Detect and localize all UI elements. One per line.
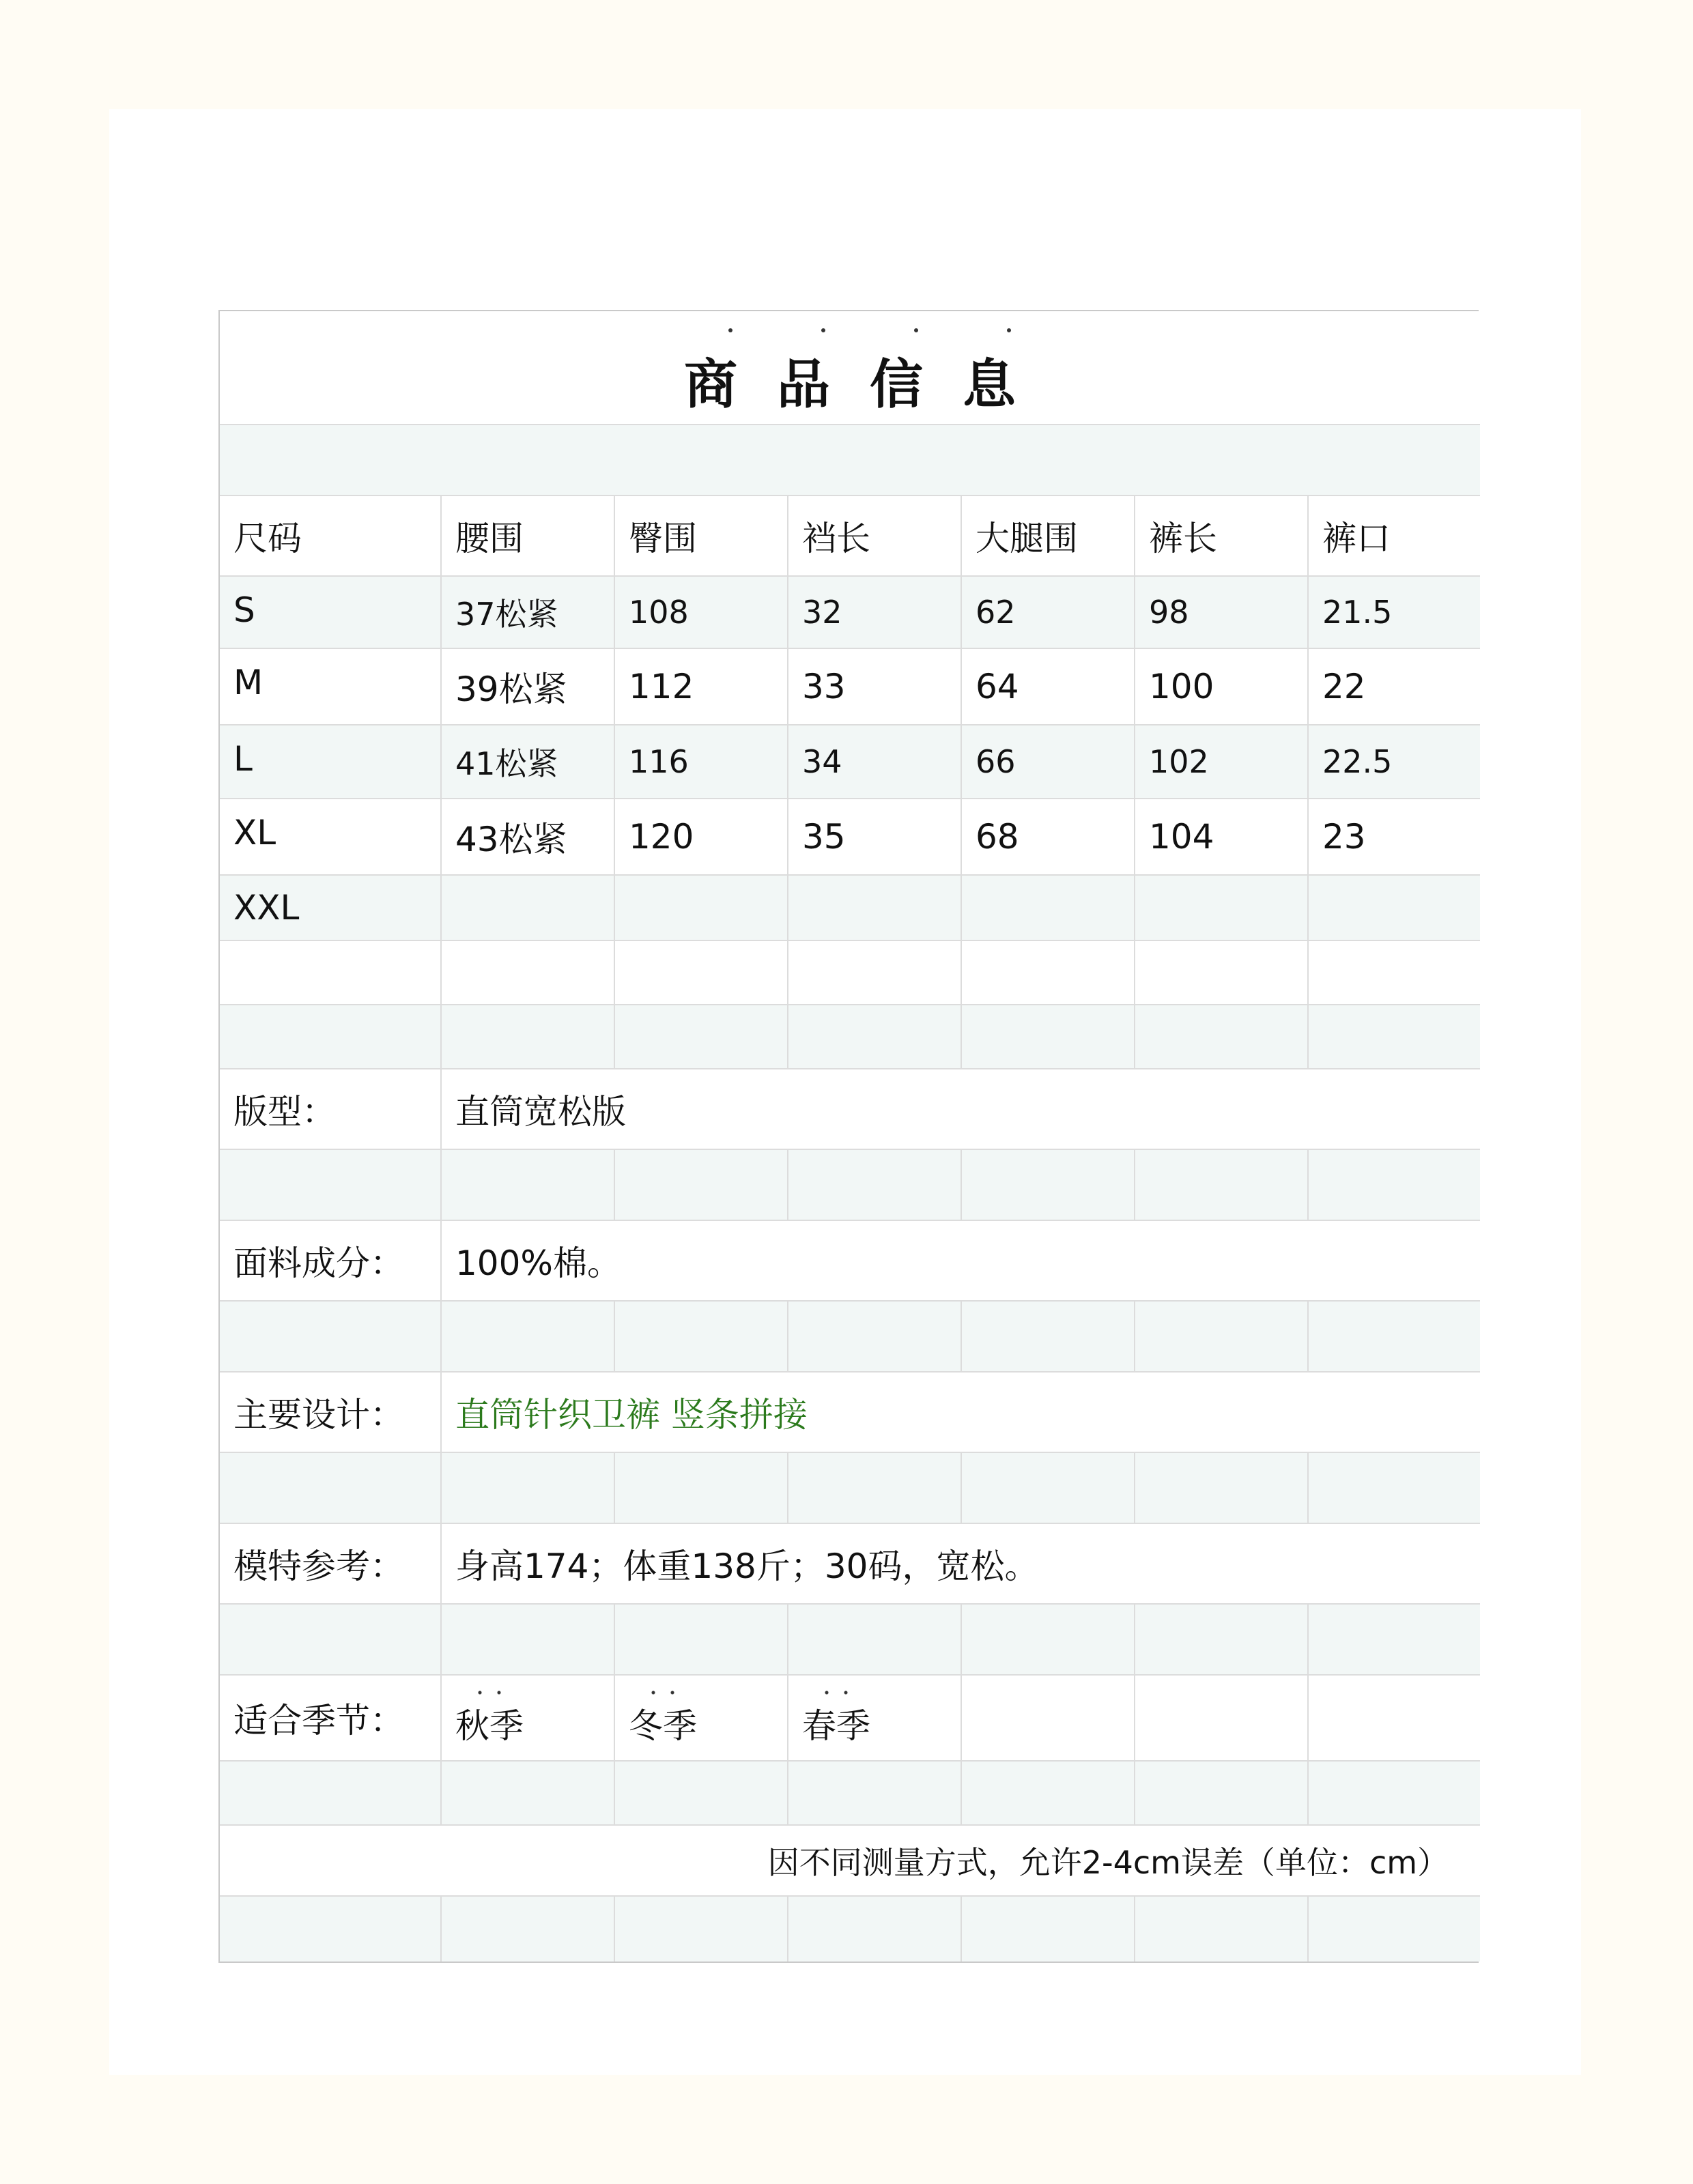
fit-label: 版型： — [220, 1069, 441, 1149]
design-label: 主要设计： — [220, 1372, 441, 1452]
fit-value: 直筒宽松版 — [441, 1069, 1480, 1149]
waist-cell: 41松紧 — [441, 725, 614, 799]
header-waist: 腰围 — [441, 495, 614, 576]
length-cell: 102 — [1135, 725, 1308, 799]
rise-cell — [788, 875, 961, 940]
empty-row — [220, 1604, 1480, 1675]
product-info-sheet — [218, 310, 1479, 1963]
season-winter: 冬季 — [614, 1675, 788, 1761]
empty-row — [220, 1005, 1480, 1069]
thigh-cell: 64 — [961, 648, 1135, 725]
rise-cell: 32 — [788, 576, 961, 648]
rise-cell: 33 — [788, 648, 961, 725]
fit-row — [220, 1069, 1480, 1149]
empty-row — [220, 1452, 1480, 1523]
length-cell: 98 — [1135, 576, 1308, 648]
spacer-row — [220, 425, 1480, 495]
thigh-cell: 66 — [961, 725, 1135, 799]
thigh-cell: 68 — [961, 799, 1135, 875]
rise-cell: 35 — [788, 799, 961, 875]
hip-cell: 120 — [614, 799, 788, 875]
thigh-cell: 62 — [961, 576, 1135, 648]
fabric-value: 100%棉。 — [441, 1220, 1480, 1301]
fabric-label: 面料成分： — [220, 1220, 441, 1301]
model-label: 模特参考： — [220, 1523, 441, 1604]
table-row — [220, 648, 1480, 725]
table-row — [220, 725, 1480, 799]
empty-row — [220, 1301, 1480, 1372]
size-header-row — [220, 495, 1480, 576]
product-info-table — [220, 311, 1480, 1962]
season-row — [220, 1675, 1480, 1761]
hip-cell — [614, 875, 788, 940]
design-row — [220, 1372, 1480, 1452]
hip-cell: 108 — [614, 576, 788, 648]
header-hem: 裤口 — [1308, 495, 1480, 576]
waist-cell: 43松紧 — [441, 799, 614, 875]
page-title: 商品信息 — [220, 311, 1480, 425]
hem-cell: 22 — [1308, 648, 1480, 725]
hip-cell: 112 — [614, 648, 788, 725]
empty-row — [220, 940, 1480, 1005]
model-row — [220, 1523, 1480, 1604]
length-cell — [1135, 875, 1308, 940]
size-cell: XL — [220, 799, 441, 875]
table-row — [220, 576, 1480, 648]
header-length: 裤长 — [1135, 495, 1308, 576]
hem-cell: 23 — [1308, 799, 1480, 875]
season-label: 适合季节： — [220, 1675, 441, 1761]
hem-cell — [1308, 875, 1480, 940]
length-cell: 100 — [1135, 648, 1308, 725]
waist-cell: 37松紧 — [441, 576, 614, 648]
season-spring: 春季 — [788, 1675, 961, 1761]
table-row — [220, 799, 1480, 875]
empty-row — [220, 1761, 1480, 1825]
size-cell: XXL — [220, 875, 441, 940]
header-thigh: 大腿围 — [961, 495, 1135, 576]
thigh-cell — [961, 875, 1135, 940]
size-cell: S — [220, 576, 441, 648]
hem-cell: 21.5 — [1308, 576, 1480, 648]
header-rise: 裆长 — [788, 495, 961, 576]
size-cell: M — [220, 648, 441, 725]
length-cell: 104 — [1135, 799, 1308, 875]
model-value: 身高174；体重138斤；30码，宽松。 — [441, 1523, 1480, 1604]
size-cell: L — [220, 725, 441, 799]
empty-row — [220, 1896, 1480, 1962]
note-row — [220, 1825, 1480, 1896]
table-row — [220, 875, 1480, 940]
title-row — [220, 311, 1480, 425]
fabric-row — [220, 1220, 1480, 1301]
hip-cell: 116 — [614, 725, 788, 799]
design-value: 直筒针织卫裤 竖条拼接 — [441, 1372, 1480, 1452]
waist-cell — [441, 875, 614, 940]
season-autumn: 秋季 — [441, 1675, 614, 1761]
waist-cell: 39松紧 — [441, 648, 614, 725]
measurement-note: 因不同测量方式，允许2-4cm误差（单位：cm） — [220, 1825, 1480, 1896]
header-hip: 臀围 — [614, 495, 788, 576]
hem-cell: 22.5 — [1308, 725, 1480, 799]
header-size: 尺码 — [220, 495, 441, 576]
empty-row — [220, 1149, 1480, 1220]
rise-cell: 34 — [788, 725, 961, 799]
